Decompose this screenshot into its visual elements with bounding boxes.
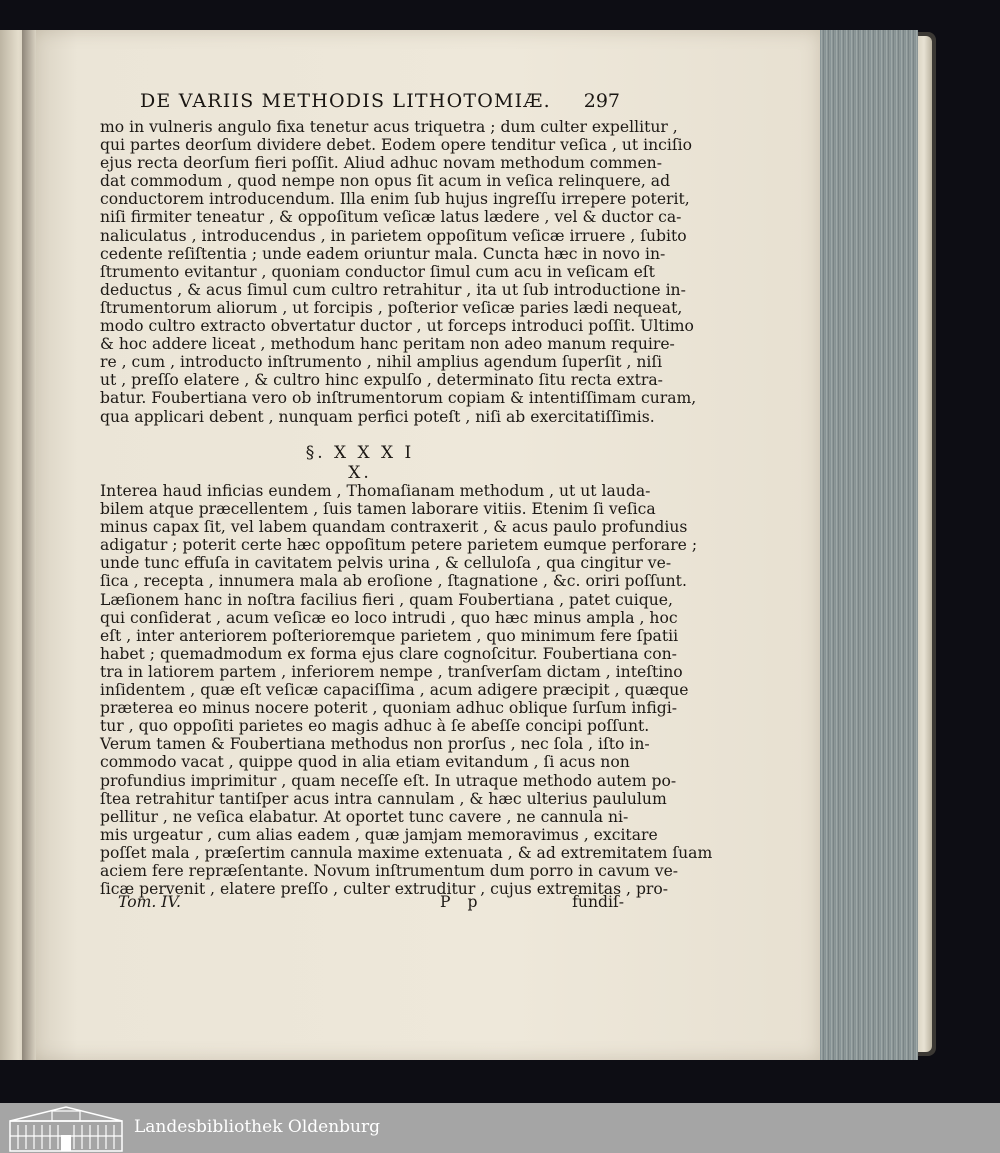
- volume-label: Tom. IV.: [118, 893, 181, 911]
- text-line: bilem atque præcellentem , ſuis tamen laborare vitiis. Etenim ſi veſica: [100, 500, 656, 519]
- running-head: [140, 90, 620, 118]
- text-line: qui partes deorſum dividere debet. Eodem opere tenditur veſica , ut inciſio: [100, 136, 693, 155]
- page-footer: [118, 893, 624, 915]
- text-line: ſtrumentorum aliorum , ut forcipis , poſterior veſicæ paries lædi nequeat,: [100, 298, 683, 317]
- text-line: mis urgeatur , cum alias eadem , quæ jamjam memoravimus , excitare: [100, 825, 658, 844]
- text-line: unde tunc effuſa in cavitatem pelvis urina , & celluloſa , qua cingitur ve-: [100, 554, 672, 573]
- text-line: naliculatus , introducendus , in parietem oppoſitum veſicæ irruere , ſubito: [100, 226, 687, 245]
- text-line: commodo vacat , quippe quod in alia etiam evitandum , ſi acus non: [100, 753, 630, 772]
- text-line: ut , preſſo elatere , & cultro hinc expulſo , determinato ſitu recta extra-: [100, 371, 663, 390]
- text-line: minus capax ſit, vel labem quandam contraxerit , & acus paulo profundius: [100, 518, 688, 537]
- text-line: tra in latiorem partem , inferiorem nempe , tranſverſam dictam , inteſtino: [100, 662, 683, 681]
- text-line: eſt , inter anteriorem poſterioremque parietem , quo minimum fere ſpatii: [100, 626, 679, 645]
- text-line: re , cum , introducto inſtrumento , nihil amplius agendum ſuperſit , niſi: [100, 353, 663, 372]
- text-line: Interea haud inficias eundem , Thomaſianam methodum , ut ut lauda-: [100, 482, 651, 500]
- text-line: niſi firmiter teneatur , & oppoſitum veſicæ latus lædere , vel & ductor ca-: [100, 208, 682, 227]
- text-line: qui conſiderat , acum veſicæ eo loco intrudi , quo hæc minus ampla , hoc: [100, 608, 678, 627]
- text-line: ſicæ pervenit , elatere preſſo , culter extruditur , cujus extremitas , pro-: [100, 880, 669, 899]
- text-line: poſſet mala , præſertim cannula maxime extenuata , & ad extremitatem ſuam: [100, 843, 713, 862]
- text-line: ejus recta deorſum fieri poſſit. Aliud adhuc novam methodum commen-: [100, 154, 662, 173]
- text-line: qua applicari debent , nunquam perfici poteſt , niſi ab exercitatiſſimis.: [100, 407, 655, 426]
- text-line: mo in vulneris angulo fixa tenetur acus triquetra ; dum culter expellitur ,: [100, 118, 678, 136]
- text-line: deductus , & acus ſimul cum cultro retrahitur , ita ut ſub introductione in-: [100, 280, 686, 299]
- text-line: modo cultro extracto obvertatur ductor , ut forceps introduci poſſit. Ultimo: [100, 317, 694, 336]
- text-line: ſtrumento evitantur , quoniam conductor ſimul cum acu in veſicam eſt: [100, 262, 655, 281]
- paragraph-1: [100, 118, 697, 426]
- book-gutter: [22, 30, 36, 1060]
- page-block-edge: [818, 30, 918, 1060]
- library-banner: [0, 1103, 1000, 1153]
- text-line: aciem fere repræſentante. Novum inſtrumentum dum porro in cavum ve-: [100, 861, 679, 880]
- text-line: conductorem introducendum. Illa enim ſub hujus ingreſſu irrepere poterit,: [100, 190, 690, 209]
- text-line: dat commodum , quod nempe non opus ſit acum in veſica relinquere, ad: [100, 172, 671, 191]
- running-head-title: DE VARIIS METHODIS LITHOTOMIÆ.: [140, 90, 551, 112]
- text-line: inſidentem , quæ eſt veſicæ capaciſſima , acum adigere præcipit , quæque: [100, 681, 689, 700]
- text-line: habet ; quemadmodum ex forma ejus clare cognoſcitur. Foubertiana con-: [100, 644, 677, 663]
- text-line: pellitur , ne veſica elabatur. At oportet tunc cavere , ne cannula ni-: [100, 807, 629, 826]
- section-heading: §. X X X I X.: [305, 443, 415, 483]
- text-line: adigatur ; poterit certe hæc oppoſitum petere parietem eumque perforare ;: [100, 536, 698, 555]
- catchword: fundiſ-: [572, 893, 624, 911]
- text-line: Verum tamen & Foubertiana methodus non prorſus , nec ſola , iſto in-: [100, 735, 650, 754]
- paragraph-2: [100, 482, 713, 899]
- signature-mark: P p: [440, 893, 484, 911]
- page-number: 297: [583, 90, 620, 112]
- text-line: tur , quo oppoſiti parietes eo magis adhuc à ſe abeſſe concipi poſſunt.: [100, 717, 650, 736]
- library-name: Landesbibliothek Oldenburg: [134, 1117, 381, 1137]
- library-building-icon: [8, 1105, 124, 1151]
- text-line: profundius imprimitur , quam neceſſe eſt. In utraque methodo autem po-: [100, 771, 677, 790]
- text-line: ſtea retrahitur tantiſper acus intra cannulam , & hæc ulterius paululum: [100, 789, 667, 808]
- text-line: batur. Foubertiana vero ob inſtrumentorum copiam & intentiſſimam curam,: [100, 389, 697, 408]
- text-line: cedente reſiſtentia ; unde eadem oriuntur mala. Cuncta hæc in novo in-: [100, 244, 666, 263]
- text-line: ſica , recepta , innumera mala ab eroſione , ſtagnatione , &c. oriri poſſunt.: [100, 572, 687, 591]
- text-line: Læſionem hanc in noſtra facilius fieri , quam Foubertiana , patet cuique,: [100, 590, 673, 609]
- text-line: & hoc addere liceat , methodum hanc peritam non adeo manum require-: [100, 335, 675, 354]
- text-line: præterea eo minus nocere poterit , quoniam adhuc oblique ſurſum infigi-: [100, 699, 677, 718]
